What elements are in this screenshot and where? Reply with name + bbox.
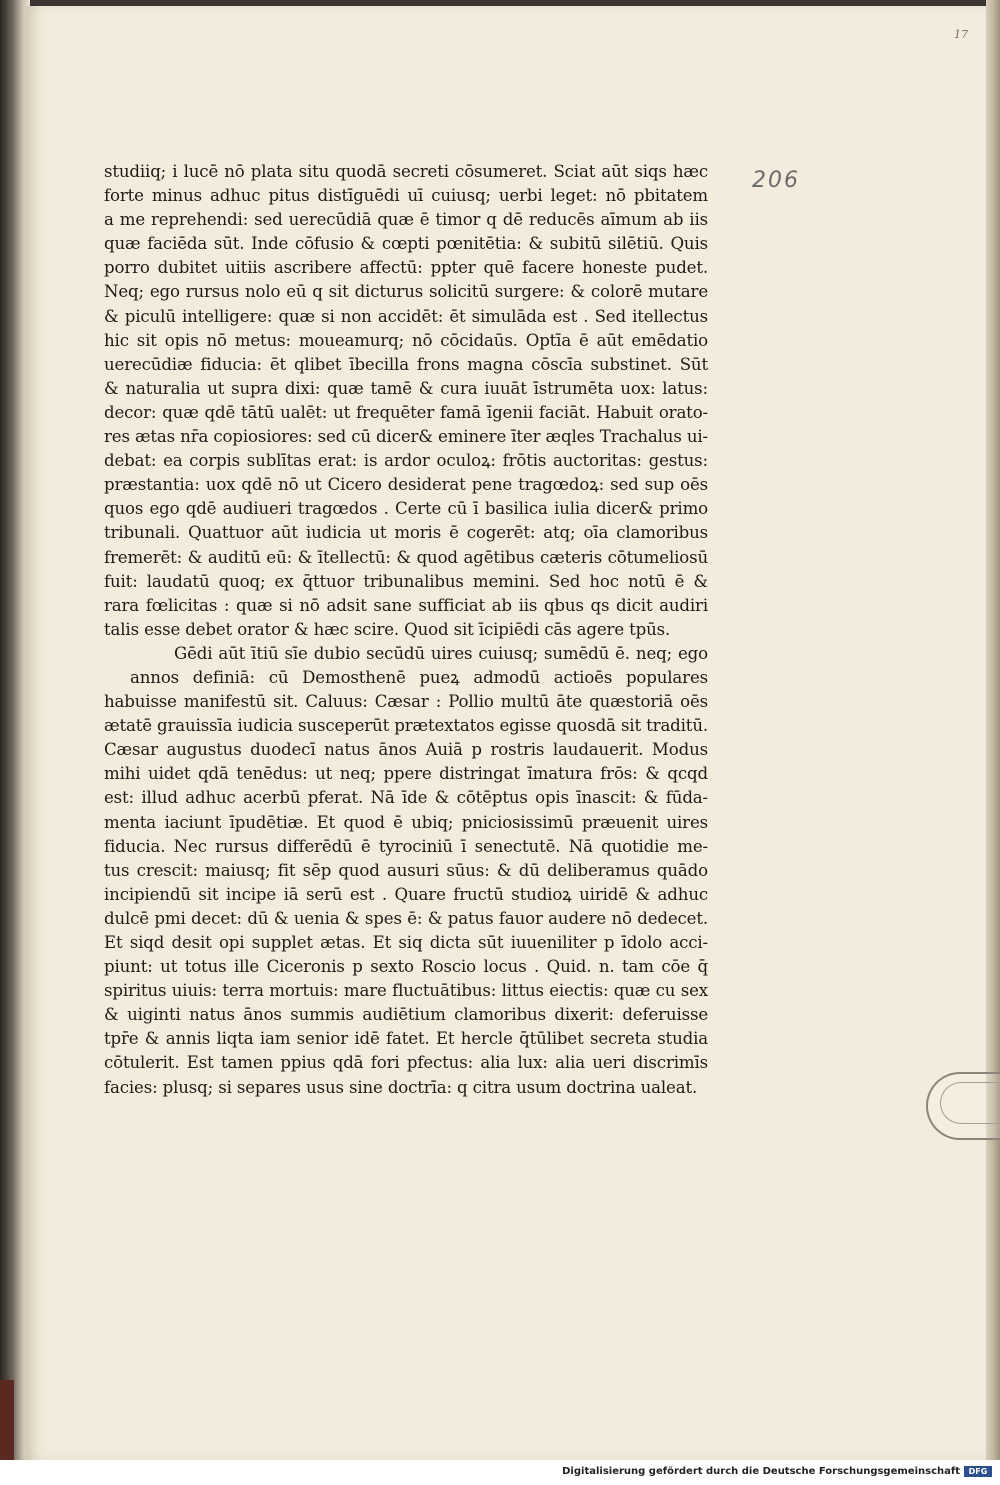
text-line: debat: ea corpis sublītas erat: is ardor oculoꝝ: frōtis auctoritas: gestus: [104,451,708,471]
text-line: Gēdi aūt ītiū sīe dubio secūdū uires cuiusq; sumēdū ē. neq; ego [174,643,708,663]
text-line: & uiginti natus ānos summis audiētium clamoribus dixerit: deferuisse [104,1005,708,1025]
text-line: menta iaciunt īpudētiæ. Et quod ē ubiq; pniciosissimū præuenit uires [104,812,708,832]
funding-credit: Digitalisierung gefördert durch die Deutsche Forschungsgemeinschaft [562,1466,960,1477]
text-line: habuisse manifestū sit. Caluus: Cæsar : Pollio multū āte quæstoriā oēs [104,692,708,712]
text-line: fuit: laudatū quoq; ex q̄ttuor tribunalibus memini. Sed hoc notū ē & [104,571,708,591]
text-line: præstantia: uox qdē nō ut Cicero desiderat pene tragœdoꝝ: sed sup oēs [104,475,708,495]
text-line: decor: quæ qdē tātū ualēt: ut frequēter famā īgenii faciāt. Habuit orato- [104,402,708,422]
text-line: rara fœlicitas : quæ si nō adsit sane sufficiat ab iis qbus qs dicit audiri [104,595,708,615]
text-line: fiducia. Nec rursus differēdū ē tyrociniū ī senectutē. Nā quotidie me- [104,836,708,856]
text-line: Et siqd desit opi supplet ætas. Et siq dicta sūt iuueniliter p īdolo acci- [104,933,708,952]
text-line: Cæsar augustus duodecī natus ānos Auiā p rostris laudauerit. Modus [104,740,708,760]
text-line: Neq; ego rursus nolo eū q sit dicturus solicitū surgere: & colorē mutare [104,282,708,302]
text-line: facies: plusq; si separes usus sine doctrīa: q citra usum doctrina ualeat. [104,1077,698,1097]
text-line: hic sit opis nō metus: moueamurq; nō cōcidaūs. Optīa ē aūt emēdatio [104,330,708,350]
text-line: quos ego qdē audiueri tragœdos . Certe cū ī basilica iulia dicer& primo [104,499,708,519]
text-line: a me reprehendi: sed uerecūdiā quæ ē timor q dē reducēs aīmum ab iis [104,210,708,230]
text-line: tribunali. Quattuor aūt iudicia ut moris ē cogerēt: atq; oīa clamoribus [104,523,708,543]
page-edge-shadow [986,0,1000,1460]
text-line: & piculū intelligere: quæ si non accidēt: ēt simulāda est . Sed itellectus [104,306,708,326]
pencil-page-number: 206 [752,168,800,193]
text-line: studiiq; i lucē nō plata situ quodā secreti cōsumeret. Sciat aūt siqs hæc [104,162,708,181]
binding-edge [0,1380,14,1460]
text-line: cōtulerit. Est tamen ppius qdā fori pfectus: alia lux: alia ueri discrimīs [104,1053,708,1073]
text-line: tus crescit: maiusq; fit sēp quod ausuri sūus: & dū deliberamus quādo [104,860,708,880]
text-line: & naturalia ut supra dixi: quæ tamē & cura iuuāt īstrumēta uox: latus: [104,378,708,398]
text-line: dulcē pmi decet: dū & uenia & spes ē: & patus fauor audere nō dedecet. [104,908,708,928]
paper-clip-inner-icon [940,1082,1000,1124]
text-line: res ætas nr̄a copiosiores: sed cū dicer& eminere īter æqles Trachalus ui- [104,427,708,447]
text-column [104,160,708,1100]
dfg-logo: DFG [964,1466,992,1477]
text-line: spiritus uiuis: terra mortuis: mare fluctuātibus: littus eiectis: quæ cu sex [104,981,708,1001]
text-line: tpr̄e & annis liqta iam senior idē fatet. Et hercle q̄tūlibet secreta studia [104,1029,708,1049]
text-line: porro dubitet uitiis ascribere affectū: ppter quē facere honeste pudet. [104,258,708,278]
text-line: mihi uidet qdā tenēdus: ut neq; ppere distringat īmatura frōs: & qcqd [104,764,708,784]
folio-mark: 17 [954,28,968,41]
text-line: incipiendū sit incipe iā serū est . Quare fructū studioꝝ uiridē & adhuc [104,884,708,904]
text-line: annos definiā: cū Demosthenē pueꝝ admodū actioēs populares [130,667,708,687]
text-line: fremerēt: & auditū eū: & ītellectū: & quod agētibus cæteris cōtumeliosū [104,547,708,567]
text-line: uerecūdiæ fiducia: ēt qlibet ībecilla frons magna cōscīa substinet. Sūt [104,354,708,374]
text-line: piunt: ut totus ille Ciceronis p sexto Roscio locus . Quid. n. tam cōe q̄ [104,957,708,977]
text-line: forte minus adhuc pitus distīguēdi uī cuiusq; uerbi leget: nō pbitatem [104,186,708,206]
text-line: est: illud adhuc acerbū pferat. Nā īde & cōtēptus opis īnascit: & fūda- [104,788,708,808]
text-line: quæ faciēda sūt. Inde cōfusio & cœpti pœnitētia: & subitū silētiū. Quis [104,234,708,254]
text-line: talis esse debet orator & hæc scire. Quod sit īcipiēdi cās agere tpūs. [104,619,671,639]
footer-bar [0,1460,1000,1485]
text-line: ætatē grauissīa iudicia susceperūt prætextatos egisse quosdā sit traditū. [104,716,708,736]
